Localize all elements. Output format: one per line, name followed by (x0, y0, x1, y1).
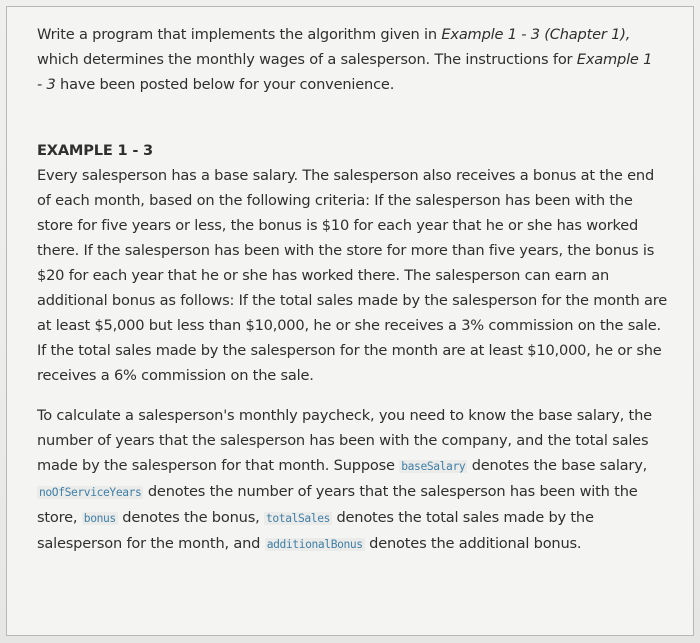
example-heading: EXAMPLE 1 - 3 (37, 142, 154, 159)
example-reference-2: Example 1 - 3 (37, 51, 653, 93)
code-basesalary: baseSalary (401, 460, 466, 473)
code-noofserviceyears: noOfServiceYears (39, 486, 142, 499)
para2-text-4: denotes the bonus, (117, 509, 264, 526)
intro-text-1: Write a program that implements the algorithm given in (37, 26, 442, 43)
para2-text-1: To calculate a salesperson's monthly paycheck, you need to know the base salary, the number of years that the salesperson has been with the company, and the total sales made by the salesperson for that month. Suppose (37, 407, 652, 474)
example-body: Every salesperson has a base salary. The salesperson also receives a bonus at the end of each month, based on the following criteria: If the salesperson has been with the store for five years or less, the bonus is $10 for each year that he or she has worked there. If the salesperson has been with the store for more than five years, the bonus is $20 for each year that he or she has worked there. The salesperson can earn an additional bonus as follows: If the total sales made by the salesperson for the month are at least $5,000 but less than $10,000, he or she receives a 3% commission on the sale. If the total sales made by the salesperson for the month are at least $10,000, he or she receives a 6% commission on the sale. (37, 167, 668, 384)
para2-text-3: denotes the number of years that the salesperson has been with the store, (37, 483, 638, 526)
problem-statement-card (6, 6, 694, 636)
intro-text-3: have been posted below for your convenience. (55, 76, 395, 93)
para2-text-2: denotes the base salary, (467, 457, 648, 474)
variables-paragraph (37, 403, 669, 557)
intro-paragraph (37, 22, 657, 97)
intro-text-2: which determines the monthly wages of a salesperson. The instructions for (37, 51, 577, 68)
example-reference-1: Example 1 - 3 (Chapter 1), (441, 26, 631, 43)
para2-text-6: denotes the additional bonus. (364, 535, 582, 552)
code-bonus: bonus (83, 512, 116, 525)
para2-text-5: denotes the total sales made by the salesperson for the month, and (37, 509, 594, 552)
code-additionalbonus: additionalBonus (266, 538, 363, 551)
code-totalsales: totalSales (265, 512, 330, 525)
